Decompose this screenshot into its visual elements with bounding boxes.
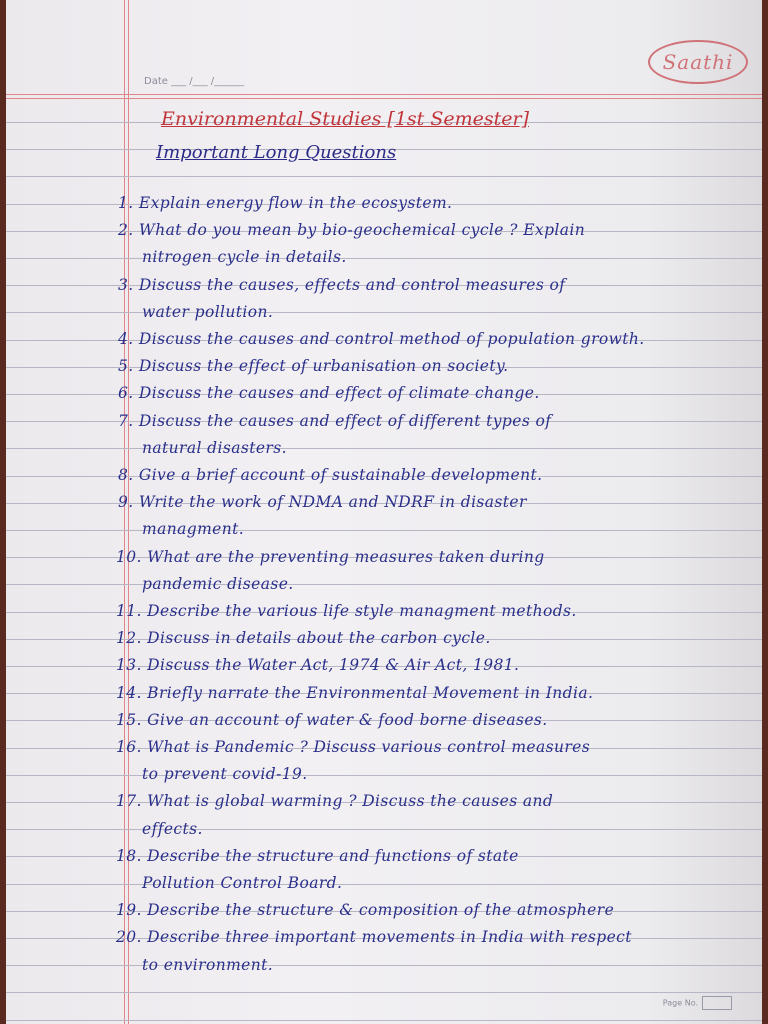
question-line: nitrogen cycle in details.: [142, 248, 347, 267]
question-line: water pollution.: [142, 302, 274, 321]
question-line: to environment.: [142, 955, 274, 974]
question-line: 7. Discuss the causes and effect of different types of: [118, 411, 552, 430]
question-line: 4. Discuss the causes and control method of population growth.: [118, 330, 645, 348]
question-line: to prevent covid-19.: [142, 765, 308, 784]
question-line: 16. What is Pandemic ? Discuss various control measures: [116, 738, 591, 756]
question-line: 6. Discuss the causes and effect of climate change.: [118, 384, 540, 403]
ruled-line: [6, 176, 762, 177]
question-line: effects.: [142, 819, 203, 838]
brand-logo: Saathi: [648, 40, 748, 84]
ruled-line: [6, 1020, 762, 1021]
question-line: 11. Describe the various life style managment methods.: [116, 602, 577, 620]
question-line: 5. Discuss the effect of urbanisation on society.: [118, 357, 509, 376]
question-line: 20. Describe three important movements in India with respect: [116, 928, 632, 947]
page-number-label: Page No.: [662, 998, 698, 1008]
question-line: 1. Explain energy flow in the ecosystem.: [118, 194, 453, 212]
ruled-line: [6, 829, 762, 830]
ruled-line: [6, 992, 762, 993]
date-field: Date ___ /___ /______: [144, 76, 245, 87]
question-line: 14. Briefly narrate the Environmental Movement in India.: [116, 683, 594, 702]
ruled-line: [6, 312, 762, 313]
question-line: 8. Give a brief account of sustainable development.: [118, 466, 543, 484]
question-line: 17. What is global warming ? Discuss the causes and: [116, 792, 554, 811]
page-title: Environmental Studies [1st Semester]: [161, 108, 529, 130]
page-number-box: [702, 996, 732, 1010]
question-line: pandemic disease.: [142, 574, 294, 593]
question-line: 15. Give an account of water & food borne diseases.: [116, 710, 548, 729]
question-line: 18. Describe the structure and functions of state: [116, 846, 519, 865]
ruled-line: [6, 258, 762, 259]
ruled-line: [6, 584, 762, 585]
question-line: managment.: [142, 520, 245, 539]
ruled-line: [6, 448, 762, 449]
question-line: 3. Discuss the causes, effects and control measures of: [118, 275, 566, 294]
question-line: 19. Describe the structure & composition of the atmosphere: [116, 901, 615, 920]
page-subtitle: Important Long Questions: [156, 142, 397, 163]
question-line: Pollution Control Board.: [142, 874, 343, 892]
margin-line: [128, 0, 129, 1024]
ruled-line: [6, 530, 762, 531]
question-line: natural disasters.: [142, 438, 287, 457]
notebook-page: [6, 0, 762, 1024]
ruled-line: [6, 965, 762, 966]
question-line: 9. Write the work of NDMA and NDRF in disaster: [118, 493, 527, 512]
page-number-field: [663, 996, 732, 1010]
ruled-line: [6, 884, 762, 885]
margin-line: [124, 0, 125, 1024]
header-rule: [6, 98, 762, 99]
question-line: 10. What are the preventing measures taken during: [116, 547, 545, 566]
question-line: 2. What do you mean by bio-geochemical cycle ? Explain: [118, 221, 586, 240]
header-rule: [6, 94, 762, 95]
question-line: 12. Discuss in details about the carbon cycle.: [116, 629, 491, 648]
question-line: 13. Discuss the Water Act, 1974 & Air Act, 1981.: [116, 656, 520, 675]
ruled-line: [6, 775, 762, 776]
